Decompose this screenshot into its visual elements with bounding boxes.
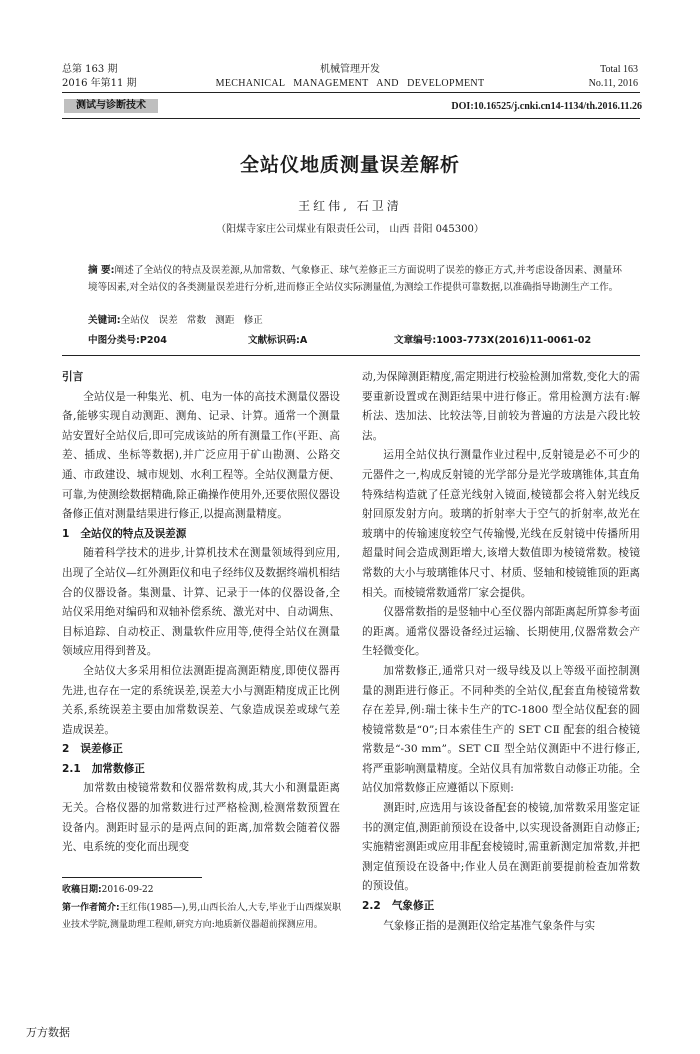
section-1-heading: 1 全站仪的特点及误差源	[62, 527, 187, 540]
doc-code-label: 文献标识码:	[248, 335, 300, 346]
section-1-paragraph-2: 全站仪大多采用相位法测距提高测距精度,即使仪器再先进,也存在一定的系统误差,误差大小与测距精度成正比例关系,系统误差主要由加常数误差、气象造成误差或球气差造成误差。	[62, 664, 340, 736]
keywords-text: 全站仪 误差 常数 测距 修正	[120, 315, 263, 326]
author-bio-label: 第一作者简介:	[62, 903, 120, 913]
section-2-1-heading: 2.1 加常数修正	[62, 762, 145, 775]
section-1-paragraph-1: 随着科学技术的进步,计算机技术在测量领域得到应用,出现了全站仪—红外测距仪和电子经纬仪及数据终端机相结合的仪器设备。集测量、计算、记录于一体的仪器设备,全站仪采用绝对编码和双轴补偿系统、激光对中、自动调焦、目标追踪、自动校正、测量软件应用等,使得全站仪在测量领域应用得到普及。	[62, 547, 340, 658]
article-number-label: 文章编号:	[394, 335, 437, 346]
paper-title: 全站仪地质测量误差解析	[239, 154, 460, 176]
received-label: 收稿日期:	[62, 885, 102, 895]
header-journal-title-en: MECHANICAL MANAGEMENT AND DEVELOPMENT	[215, 78, 485, 89]
abstract-text: 阐述了全站仪的特点及误差源,从加常数、气象修正、球气差修正三方面说明了误差的修正方式,并考虑设备因素、测量环境等因素,对全站仪的各类测量误差进行分析,进而修正全站仪实际测量值,为测绘工作提供可靠数据,以准确指导勘测生产工作。	[88, 265, 622, 293]
right-paragraph-2: 运用全站仪执行测量作业过程中,反射镜是必不可少的元器件之一,构成反射镜的光学部分是光学玻璃锥体,其直角特殊结构造就了任意光线射入镜面,棱镜都会将入射光线反射回原发射方向。玻璃的折射率大于空气的折射率,故光在玻璃中的传输速度较空气传输慢,光线在反射镜中传播所用超量时间会造成测距增大,该增大数值即为棱镜常数。棱镜常数的大小与玻璃锥体尺寸、材质、竖轴和棱镜锥顶的距离相关。而棱镜常数通常厂家会提供。	[362, 449, 640, 599]
received-value: 2016-09-22	[101, 885, 154, 895]
keywords	[88, 312, 263, 326]
header-total-en: Total 163	[600, 64, 638, 75]
author-bio-text: 王红伟(1985—),男,山西长治人,大专,毕业于山西煤炭职业技术学院,测量助理工程师,研究方向:地质新仪器超前探测应用。	[62, 903, 341, 930]
clc-value: P204	[139, 335, 167, 346]
abstract-label: 摘 要:	[88, 265, 115, 276]
right-paragraph-1: 动,为保障测距精度,需定期进行校验检测加常数,变化大的需要重新设置或在测距结果中进行修正。常用检测方法有:解析法、迭加法、比较法等,目前较为普遍的方法是六段比较法。	[362, 371, 640, 442]
authors: 王红伟, 石卫清	[298, 199, 402, 213]
section-2-2-heading: 2.2 气象修正	[362, 900, 435, 913]
intro-paragraph: 全站仪是一种集光、机、电为一体的高技术测量仪器设备,能够实现自动测距、测角、记录、计算。通常一个测量站安置好全站仪后,即可完成该站的所有测量工作(平距、高差、插成、坐标等数据),并广泛应用于矿山勘测、公路交通、市政建设、城市规划、水利工程等。全站仪测量方便、可靠,为使测绘数据精确,除正确操作使用外,还要依照仪器设备修正值对测量结果进行修正,以提高测量精度。	[62, 390, 340, 521]
header-rule	[62, 92, 640, 93]
wanfang-watermark: 万方数据	[26, 1026, 70, 1039]
right-column	[362, 368, 640, 936]
doc-code-value: A	[299, 335, 308, 346]
clc-label: 中图分类号:	[88, 335, 140, 346]
header-issue-total: 总第 163 期	[62, 64, 118, 75]
keywords-label: 关键词:	[88, 315, 121, 326]
section-badge: 测试与诊断技术	[64, 99, 158, 113]
article-number	[394, 332, 591, 346]
article-number-value: 1003-773X(2016)11-0061-02	[436, 335, 592, 346]
header-issue-year: 2016 年第11 期	[62, 78, 137, 89]
left-column	[62, 368, 340, 858]
section-2-2-paragraph: 气象修正指的是测距仪给定基准气象条件与实	[383, 919, 596, 932]
doi-rule	[62, 118, 640, 119]
author-bio	[62, 900, 342, 934]
received-date	[62, 882, 342, 899]
footnote-rule	[62, 877, 202, 878]
doc-code	[248, 332, 307, 346]
abstract-rule	[62, 355, 640, 356]
section-2-1-paragraph: 加常数由棱镜常数和仪器常数构成,其大小和测量距离无关。合格仪器的加常数进行过严格检测,检测常数预置在设备内。测距时显示的是两点间的距离,加常数会随着仪器光、电系统的变化而出现变	[62, 782, 340, 854]
section-2-heading: 2 误差修正	[62, 743, 123, 756]
header-journal-title: 机械管理开发	[320, 64, 380, 75]
doi: DOI:10.16525/j.cnki.cn14-1134/th.2016.11.26	[451, 101, 642, 112]
abstract	[88, 262, 622, 296]
right-paragraph-5: 测距时,应选用与该设备配套的棱镜,加常数采用鉴定证书的测定值,测距前预设在设备中,以实现设备测距自动修正;实施精密测距或应用非配套棱镜时,需重新测定加常数,并把测定值预设在设备中;作业人员在测距前要提前检查加常数的预设值。	[362, 802, 640, 893]
affiliation: （阳煤寺家庄公司煤业有限责任公司， 山西 昔阳 045300）	[216, 224, 484, 235]
right-paragraph-4: 加常数修正,通常只对一级导线及以上等级平面控制测量的测距进行修正。不同种类的全站仪,配套直角棱镜常数存在差异,例:瑞士徕卡生产的TC-1800 型全站仪配套的圆棱镜常数是“0”;日本索佳生产的 SET CⅡ 配套的组合棱镜常数是“-30 mm”。SET CⅡ 型全站仪测距中不进行修正,将严重影响测量精度。全站仪具有加常数自动修正功能。全站仪加常数修正应遵循以下原则:	[362, 664, 640, 795]
right-paragraph-3: 仪器常数指的是竖轴中心至仪器内部距离起所算参考面的距离。通常仪器设备经过运输、长期使用,仪器常数会产生轻微变化。	[362, 606, 640, 658]
clc-number	[88, 332, 167, 346]
intro-heading: 引言	[62, 371, 84, 383]
header-number-en: No.11, 2016	[588, 78, 638, 89]
